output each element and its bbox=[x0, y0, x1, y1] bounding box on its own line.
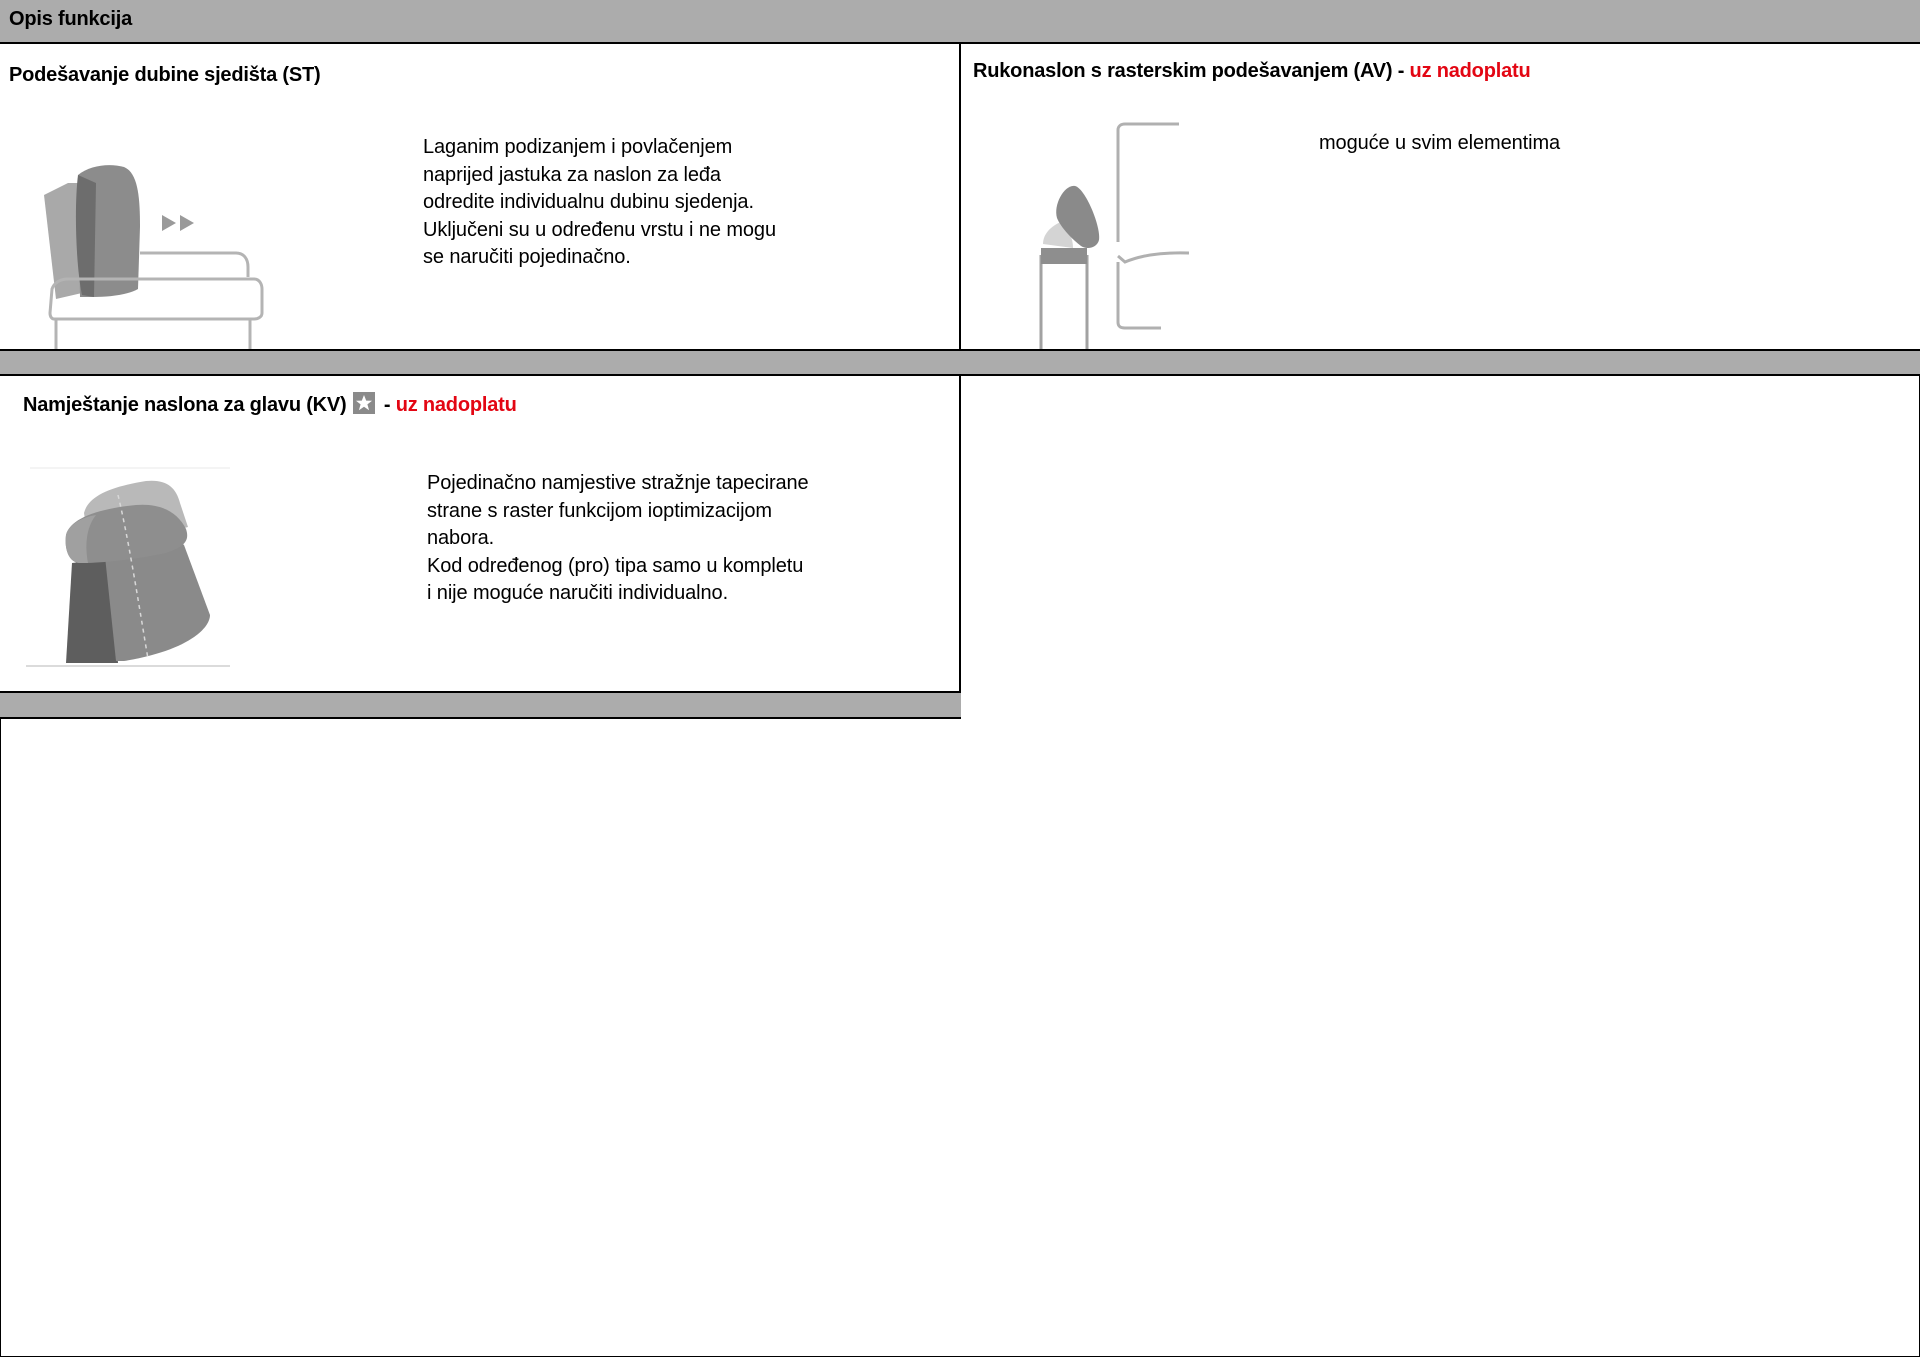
feature-cell-seat-depth bbox=[0, 44, 960, 349]
page-title: Opis funkcija bbox=[9, 8, 132, 30]
feature-title: Namještanje naslona za glavu (KV) - uz nadoplatu bbox=[23, 394, 517, 416]
row-divider-strip bbox=[0, 349, 1920, 376]
surcharge-label: uz nadoplatu bbox=[1409, 60, 1531, 82]
feature-cell-headrest bbox=[0, 376, 959, 691]
feature-description: Pojedinačno namjestive stražnje tapecirane strane s raster funkcijom ioptimizacijom nabora. Kod određenog (pro) tipa samo u kompletu i nije moguće naručiti individualno. bbox=[427, 472, 809, 604]
star-badge-icon bbox=[353, 392, 375, 414]
surcharge-label: uz nadoplatu bbox=[395, 394, 517, 416]
feature-title: Rukonaslon s rasterskim podešavanjem (AV) - uz nadoplatu bbox=[973, 60, 1531, 82]
feature-description: moguće u svim elementima bbox=[1319, 132, 1561, 154]
feature-cell-armrest bbox=[961, 44, 1920, 349]
feature-description: Laganim podizanjem i povlačenjem naprijed jastuka za naslon za leđa odredite individualnu dubinu sjedenja. Uključeni su u određenu vrstu i ne mogu se naručiti pojedinačno. bbox=[423, 136, 776, 268]
headrest-adjust-icon bbox=[26, 467, 232, 669]
column-divider bbox=[959, 374, 961, 719]
row-divider-strip bbox=[0, 691, 961, 719]
armrest-ratchet-icon bbox=[1029, 122, 1189, 362]
feature-title: Podešavanje dubine sjedišta (ST) bbox=[9, 64, 321, 86]
header-bar bbox=[0, 0, 1920, 44]
seat-depth-adjust-icon bbox=[38, 117, 268, 362]
